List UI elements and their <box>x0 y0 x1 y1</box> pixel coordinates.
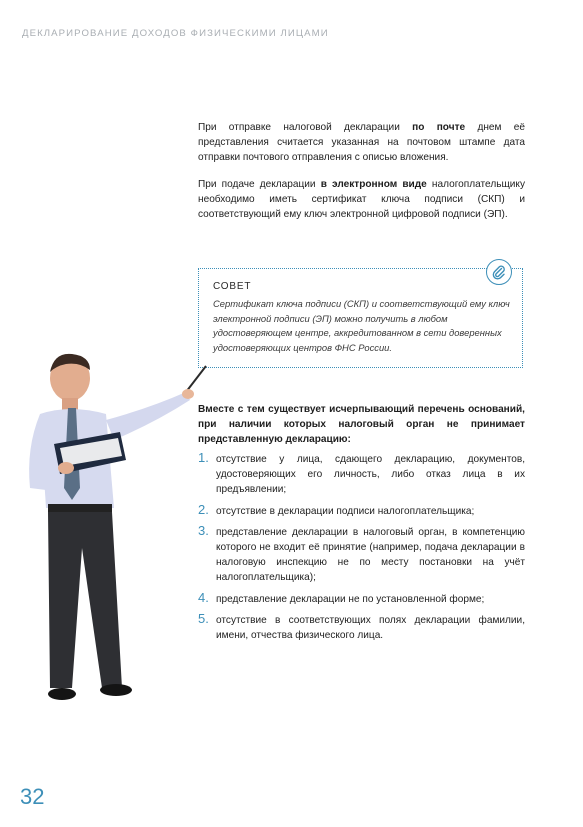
paragraph1-text-before: При отправке налоговой декларации <box>198 122 413 133</box>
paragraph1-bold: по почте <box>412 122 466 133</box>
list-item <box>198 452 525 498</box>
list-item <box>198 522 525 586</box>
lead-paragraph: Вместе с тем существует исчерпывающий перечень оснований, при наличии которых налоговый орган не принимает представленную декларацию: <box>198 404 525 446</box>
advice-text: Сертификат ключа подписи (СКП) и соответствующий ему ключ электронной подписи (ЭП) можно получить в любом удостоверяющем центре, аккредитованном в сети доверенных удостоверяющих центров ФНС России. <box>213 298 510 353</box>
businessman-illustration <box>10 348 210 718</box>
list-item <box>198 589 525 607</box>
list-item-text: отсутствие в соответствующих полях декларации фамилии, имени, отчества физического лица. <box>216 614 525 642</box>
list-item-text: представление декларации не по установленной форме; <box>216 593 485 605</box>
list-item-number: 2. <box>198 501 209 517</box>
list-item <box>198 610 525 643</box>
list-item-number: 3. <box>198 522 209 538</box>
page-number: 32 <box>20 784 45 809</box>
list-item-number: 5. <box>198 610 209 626</box>
list-item-text: отсутствие у лица, сдающего декларацию, документов, удостоверяющих его личность, либо отказ лица в их предъявлении; <box>216 454 525 496</box>
list-item-number: 1. <box>198 450 209 465</box>
paragraph2-text-before: При подаче декларации <box>198 179 321 190</box>
paragraph-mail-submission <box>198 120 525 166</box>
advice-title: СОВЕТ <box>213 281 252 292</box>
list-item-text: представление декларации в налоговый орган, в компетенцию которого не входит её принятие (например, подача декларации в налоговую инспекцию не по месту постановки на учёт налогоплательщика); <box>216 526 525 584</box>
paragraph2-text-after: налогоплательщику необходимо иметь сертификат ключа подписи (СКП) и соответствующий ему ключ электронной цифровой подписи (ЭП). <box>198 179 525 221</box>
paragraph1-text-after: днем её представления считается указанная на почтовом штампе дата отправки почтового отправления с описью вложения. <box>198 122 525 164</box>
running-head: ДЕКЛАРИРОВАНИЕ ДОХОДОВ ФИЗИЧЕСКИМИ ЛИЦАМИ <box>22 28 329 39</box>
list-item <box>198 501 525 519</box>
list-item-text: отсутствие в декларации подписи налогоплательщика; <box>216 505 475 517</box>
paragraph-electronic-submission <box>198 177 525 223</box>
paperclip-icon <box>486 259 512 285</box>
advice-box <box>198 268 523 368</box>
rejection-reasons-list <box>198 452 525 649</box>
paragraph2-bold: в электронном виде <box>320 179 427 190</box>
list-item-number: 4. <box>198 589 209 605</box>
